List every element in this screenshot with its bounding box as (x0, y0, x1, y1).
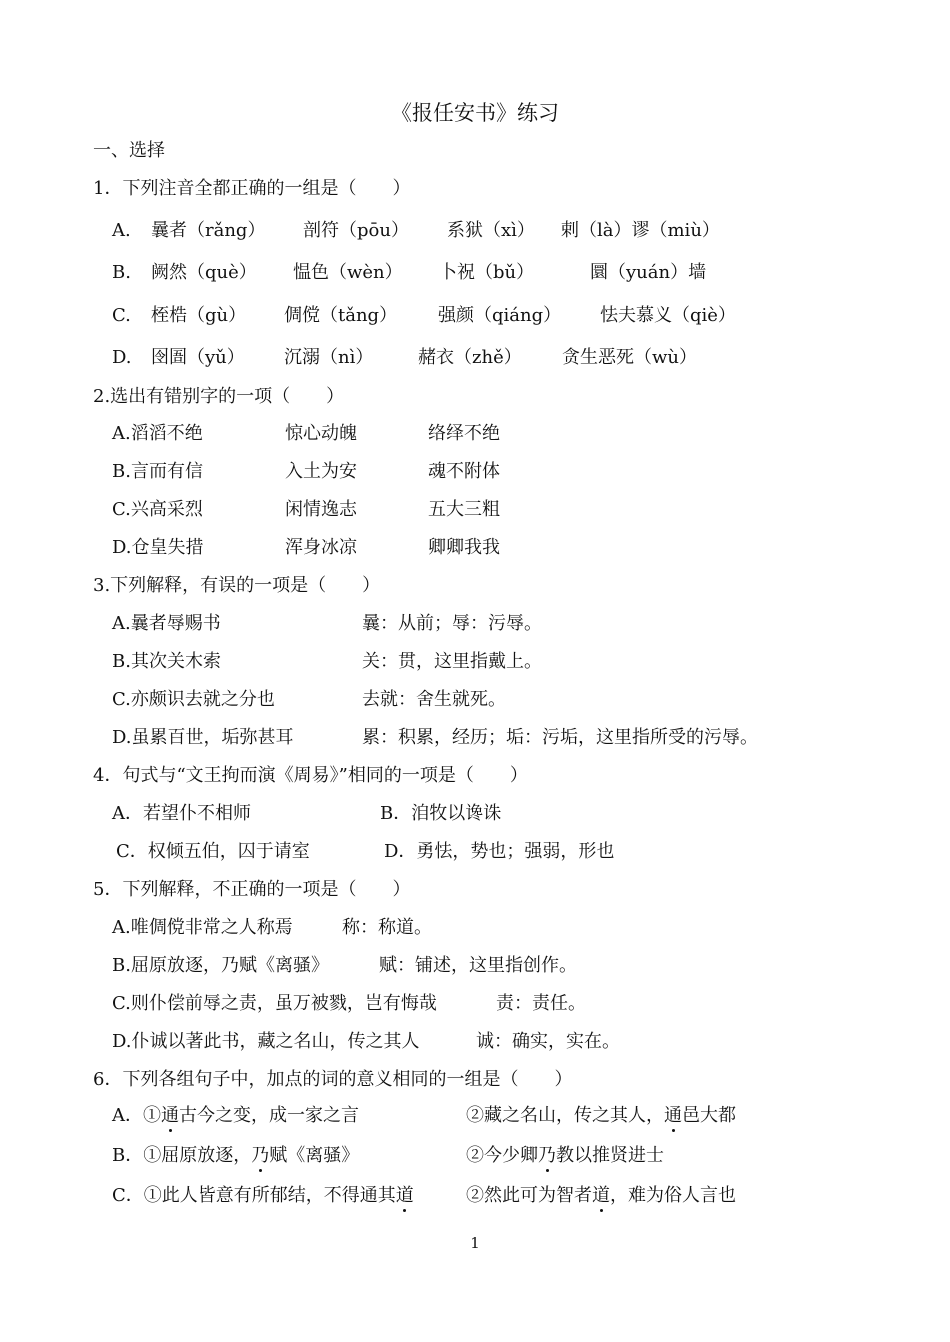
option-item: A．若望仆不相师 (112, 803, 251, 824)
option-item: C．权倾五伯，囚于请室 (116, 841, 310, 862)
dotted-word: 乃 (538, 1145, 556, 1166)
section-heading: 一、选择 (93, 140, 165, 161)
option-item: 圜（yuán）墙 (590, 262, 707, 283)
option-item: 系狱（xì） (447, 220, 535, 241)
question-4-stem: 4．句式与“文王拘而演《周易》”相同的一项是（ ） (93, 765, 528, 786)
page-number: 1 (470, 1234, 480, 1252)
option-item: B.其次关木索 (112, 651, 221, 672)
dotted-word: 通 (664, 1105, 682, 1126)
page-title: 《报任安书》练习 (391, 101, 559, 125)
option-item: 浑身冰凉 (285, 537, 357, 558)
option-item: D.仓皇失措 (112, 537, 204, 558)
option-explanation: 关：贯，这里指戴上。 (362, 651, 542, 672)
option-explanation: 曩：从前；辱：污辱。 (362, 613, 542, 634)
option-item: 愠色（wèn） (293, 262, 403, 283)
option-letter: C. (112, 305, 131, 326)
option-item: D.仆诚以著此书，藏之名山，传之其人 (112, 1031, 420, 1052)
option-item: 五大三粗 (428, 499, 500, 520)
option-item: A.唯倜傥非常之人称焉 (112, 917, 293, 938)
dotted-word: 道 (395, 1185, 414, 1206)
option-explanation: 称：称道。 (342, 917, 432, 938)
sentence-1: A．①通古今之变，成一家之言 (112, 1105, 359, 1126)
dotted-word: 道 (592, 1185, 610, 1206)
dotted-word: 通 (161, 1105, 179, 1126)
option-item: 沉溺（nì） (284, 347, 374, 368)
option-item: 卿卿我我 (428, 537, 500, 558)
option-item: 阙然（què） (151, 262, 257, 283)
option-item: D．勇怯，势也；强弱，形也 (384, 841, 615, 862)
option-item: 剖符（pōu） (303, 220, 409, 241)
option-item: C.则仆偿前辱之责，虽万被戮，岂有悔哉 (112, 993, 437, 1014)
option-letter: B. (112, 262, 131, 283)
option-item: 络绎不绝 (428, 423, 500, 444)
option-explanation: 诚：确实，实在。 (476, 1031, 620, 1052)
option-letter: A. (112, 220, 131, 241)
option-item: 倜傥（tǎng） (284, 305, 398, 326)
sentence-2: ②今少卿乃教以推贤进士 (466, 1145, 664, 1166)
option-item: 曩者（rǎng） (151, 220, 266, 241)
option-item: 强颜（qiáng） (438, 305, 562, 326)
option-item: 贪生恶死（wù） (562, 347, 697, 368)
question-2-stem: 2.选出有错别字的一项（ ） (93, 386, 345, 407)
option-item: B．洎牧以谗诛 (380, 803, 502, 824)
option-item: 剌（là）谬（miù） (561, 220, 720, 241)
sentence-2: ②然此可为智者道，难为俗人言也 (466, 1185, 736, 1206)
option-item: 卜祝（bǔ） (439, 262, 535, 283)
question-5-stem: 5．下列解释，不正确的一项是（ ） (93, 879, 411, 900)
option-item: C.亦颇识去就之分也 (112, 689, 275, 710)
question-1-stem: 1．下列注音全都正确的一组是（ ） (93, 178, 411, 199)
option-item: 魂不附体 (428, 461, 500, 482)
sentence-2: ②藏之名山，传之其人，通邑大都 (466, 1105, 736, 1126)
question-6-stem: 6．下列各组句子中，加点的词的意义相同的一组是（ ） (93, 1069, 573, 1090)
option-explanation: 去就：舍生就死。 (362, 689, 506, 710)
option-item: A.滔滔不绝 (112, 423, 203, 444)
sentence-1: B．①屈原放逐，乃赋《离骚》 (112, 1145, 360, 1166)
option-explanation: 累：积累，经历；垢：污垢，这里指所受的污辱。 (362, 727, 758, 748)
option-item: 囹圄（yǔ） (151, 347, 245, 368)
option-letter: D. (112, 347, 132, 368)
dotted-word: 乃 (251, 1145, 270, 1166)
sentence-1: C．①此人皆意有所郁结，不得通其道 (112, 1185, 414, 1206)
option-explanation: 赋：铺述，这里指创作。 (379, 955, 577, 976)
option-item: A.曩者辱赐书 (112, 613, 221, 634)
option-item: 赭衣（zhě） (418, 347, 522, 368)
option-item: C.兴高采烈 (112, 499, 203, 520)
option-item: 惊心动魄 (285, 423, 357, 444)
option-item: 入土为安 (285, 461, 357, 482)
option-item: B.言而有信 (112, 461, 203, 482)
option-item: D.虽累百世，垢弥甚耳 (112, 727, 294, 748)
question-3-stem: 3.下列解释，有误的一项是（ ） (93, 575, 381, 596)
option-item: B.屈原放逐，乃赋《离骚》 (112, 955, 329, 976)
option-explanation: 责：责任。 (496, 993, 586, 1014)
option-item: 桎梏（gù） (151, 305, 247, 326)
option-item: 闲情逸志 (285, 499, 357, 520)
option-item: 怯夫慕义（qiè） (600, 305, 736, 326)
